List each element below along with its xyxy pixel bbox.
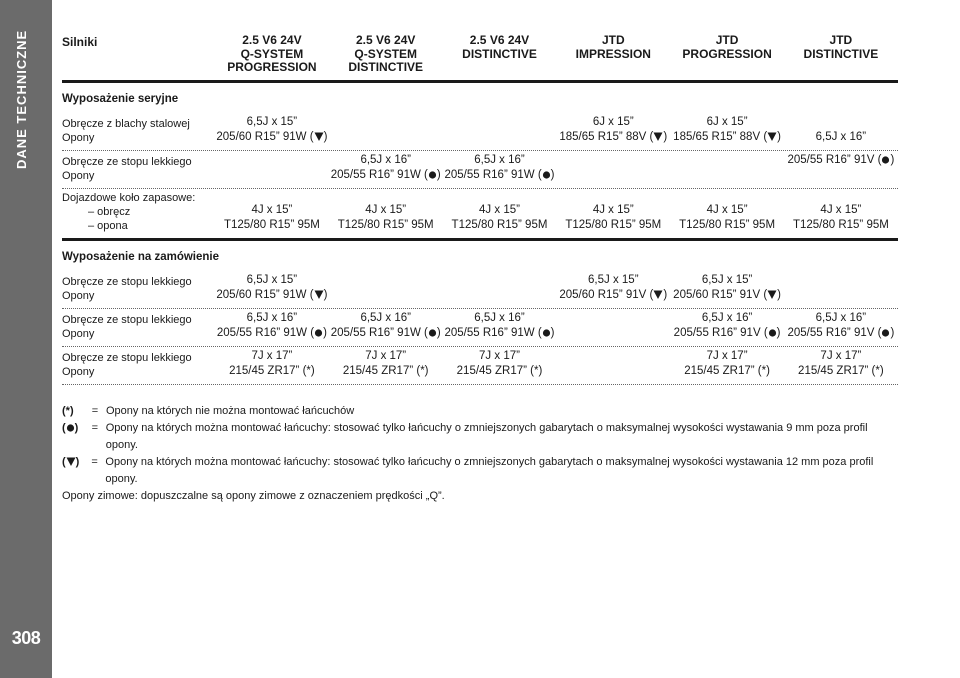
dot-icon — [881, 154, 890, 165]
table-cell — [443, 273, 557, 303]
column-header: JTD DISTINCTIVE — [803, 33, 879, 61]
dot-icon — [881, 327, 890, 338]
row-label: Dojazdowe koło zapasowe: – obręcz – opona — [62, 192, 196, 232]
table-cell — [329, 115, 443, 145]
column-header: 2.5 V6 24V DISTINCTIVE — [462, 33, 537, 61]
table-cell: 6,5J x 15” 205/60 R15” 91V ( ) — [673, 274, 781, 301]
footnote-star — [62, 403, 898, 420]
table-cell: 205/55 R16” 91V ( ) — [787, 154, 895, 166]
table-cell: 6,5J x 16” — [815, 131, 867, 143]
triangle-symbol: ( ) — [62, 456, 80, 468]
table-row — [62, 189, 898, 238]
column-header: JTD IMPRESSION — [575, 33, 651, 61]
table-header — [62, 34, 898, 80]
table-cell: 4J x 15” T125/80 R15” 95M — [223, 204, 320, 231]
section-title: DANE TECHNICZNE — [14, 30, 29, 170]
dot-symbol: ( ) — [62, 422, 79, 434]
page-number: 308 — [11, 628, 41, 648]
row-label: Obręcze ze stopu lekkiego Opony — [62, 156, 192, 182]
triangle-icon — [653, 289, 663, 300]
table-cell — [329, 273, 443, 303]
standard-rows — [62, 113, 898, 238]
table-cell — [443, 115, 557, 145]
table-cell: 6,5J x 16” 205/55 R16” 91W ( ) — [330, 154, 441, 181]
table-cell: 7J x 17” 215/45 ZR17” (*) — [798, 350, 884, 377]
table-row — [62, 271, 898, 308]
table-cell — [215, 153, 329, 183]
table-row — [62, 151, 898, 188]
table-cell: 6,5J x 16” 205/55 R16” 91V ( ) — [787, 312, 895, 339]
sidebar — [0, 0, 52, 678]
triangle-icon — [653, 131, 663, 142]
table-cell: 6,5J x 15” 205/60 R15” 91W ( ) — [216, 274, 328, 301]
table-row — [62, 113, 898, 150]
table-cell: 6,5J x 16” 205/55 R16” 91W ( ) — [444, 154, 555, 181]
row-divider — [62, 384, 898, 385]
optional-rows — [62, 271, 898, 385]
section-standard-title: Wyposażenie seryjne — [62, 93, 179, 105]
dot-icon — [428, 169, 437, 180]
table-cell: 7J x 17” 215/45 ZR17” (*) — [229, 350, 315, 377]
table-cell: 6,5J x 16” 205/55 R16” 91V ( ) — [673, 312, 781, 339]
triangle-icon — [314, 131, 324, 142]
table-cell: 4J x 15” T125/80 R15” 95M — [337, 204, 434, 231]
footnote-text: Opony na których można montować łańcuchy: stosować tylko łańcuchy o zmniejszonych gabarytach o maksymalnej wysokości wystawania 12 mm poza profil opony. — [105, 456, 874, 485]
table-cell: 6,5J x 15” 205/60 R15” 91W ( ) — [216, 116, 328, 143]
triangle-icon — [66, 456, 76, 467]
dot-icon — [428, 327, 437, 338]
dot-icon — [768, 327, 777, 338]
table-cell: 7J x 17” 215/45 ZR17” (*) — [342, 350, 429, 377]
column-header: 2.5 V6 24V Q-SYSTEM DISTINCTIVE — [348, 33, 424, 74]
section-optional-title: Wyposażenie na zamówienie — [62, 251, 220, 263]
equals-sign: = — [91, 422, 99, 434]
footnote-text: Opony na których można montować łańcuchy: stosować tylko łańcuchy o zmniejszonych gabarytach o maksymalnej wysokości wystawania 9 mm poza profil opony. — [105, 422, 868, 451]
row-label: Obręcze ze stopu lekkiego Opony — [62, 352, 192, 378]
table-cell: 7J x 17” 215/45 ZR17” (*) — [456, 350, 543, 377]
table-cell: 6J x 15” 185/65 R15” 88V ( ) — [673, 116, 781, 143]
footnotes — [62, 403, 898, 505]
row-label: Obręcze z blachy stalowej Opony — [62, 118, 190, 144]
table-cell — [784, 273, 898, 303]
dot-icon — [66, 422, 75, 433]
triangle-icon — [767, 131, 777, 142]
triangle-icon — [314, 289, 324, 300]
equals-sign: = — [91, 405, 99, 417]
star-symbol: (*) — [62, 405, 74, 417]
row-label: Obręcze ze stopu lekkiego Opony — [62, 276, 192, 302]
header-label: Silniki — [62, 35, 98, 49]
table-cell: 7J x 17” 215/45 ZR17” (*) — [684, 350, 770, 377]
table-row — [62, 347, 898, 384]
divider — [62, 80, 898, 83]
table-cell: 6,5J x 16” 205/55 R16” 91W ( ) — [444, 312, 555, 339]
dot-icon — [314, 327, 323, 338]
table-cell: 4J x 15” T125/80 R15” 95M — [451, 204, 548, 231]
column-header: JTD PROGRESSION — [682, 33, 772, 61]
row-label: Obręcze ze stopu lekkiego Opony — [62, 314, 192, 340]
table-cell — [556, 311, 670, 341]
table-cell: 6,5J x 16” 205/55 R16” 91W ( ) — [330, 312, 441, 339]
spec-table — [62, 34, 898, 505]
table-cell — [556, 153, 670, 183]
footnote-text: Opony na których nie można montować łańcuchów — [106, 405, 355, 417]
table-cell: 4J x 15” T125/80 R15” 95M — [565, 204, 662, 231]
winter-tyres-note: Opony zimowe: dopuszczalne są opony zimowe z oznaczeniem prędkości „Q”. — [62, 490, 445, 502]
table-cell: 6,5J x 16” 205/55 R16” 91W ( ) — [216, 312, 327, 339]
equals-sign: = — [91, 456, 98, 468]
table-cell: 4J x 15” T125/80 R15” 95M — [679, 204, 776, 231]
table-cell — [556, 349, 670, 379]
footnote-dot — [62, 420, 898, 454]
table-cell — [670, 153, 784, 183]
table-cell: 6,5J x 15” 205/60 R15” 91V ( ) — [559, 274, 668, 301]
dot-icon — [542, 169, 551, 180]
footnote-triangle — [62, 454, 898, 488]
table-row — [62, 309, 898, 346]
dot-icon — [542, 327, 551, 338]
divider — [62, 238, 898, 241]
table-cell: 6J x 15” 185/65 R15” 88V ( ) — [559, 116, 668, 143]
triangle-icon — [767, 289, 777, 300]
column-header: 2.5 V6 24V Q-SYSTEM PROGRESSION — [227, 33, 317, 74]
table-cell: 4J x 15” T125/80 R15” 95M — [792, 204, 889, 231]
